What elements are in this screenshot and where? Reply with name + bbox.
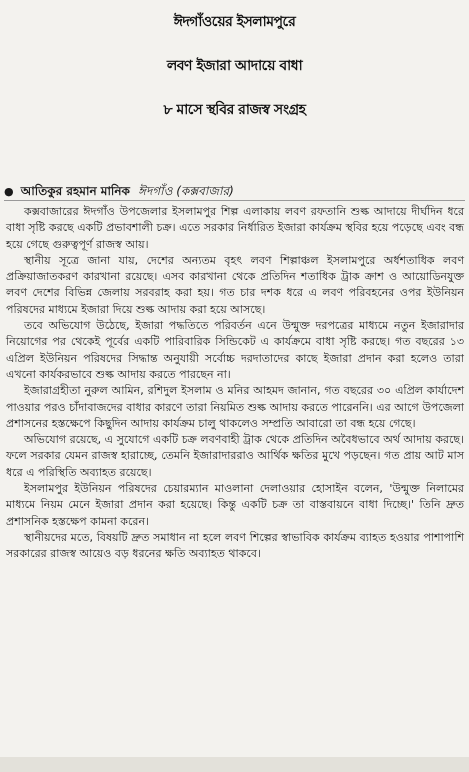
headline [0, 0, 469, 132]
paragraph-3: তবে অভিযোগ উঠেছে, ইজারা পদ্ধতিতে পরিবর্তন এনে উন্মুক্ত দরপত্রের মাধ্যমে নতুন ইজারাদার নিয়োগের পর থেকেই পূর্বের একটি পারিবারিক সিন্ডিকেট এ কার্যক্রমে বাধা সৃষ্টি করছে। গত বছরের ১৩ এপ্রিল ইউনিয়ন পরিষদের সিদ্ধান্ত অনুযায়ী সর্বোচ্চ দরদাতাদের কাছে ইজারা প্রদান করা হলেও তারা এখনো কার্যকরভাবে শুল্ক আদায় করতে পারছেন না। [6, 319, 464, 381]
byline [4, 183, 465, 200]
bullet-icon: ● [4, 185, 14, 198]
paragraph-2: স্থানীয় সূত্রে জানা যায়, দেশের অন্যতম বৃহৎ লবণ শিল্পাঞ্চল ইসলামপুরে অর্ধশতাধিক লবণ প্রক্রিয়াজাতকরণ কারখানা রয়েছে। এসব কারখানা থেকে প্রতিদিন শতাধিক ট্রাক ক্রাশ ও আয়োডিনযুক্ত লবণ দেশের বিভিন্ন জেলায় সরবরাহ করা হয়। গত চার দশক ধরে এ লবণ পরিবহনের ওপর ইউনিয়ন পরিষদের মাধ্যমে ইজারা দিয়ে শুল্ক আদায় করা হয়ে আসছে। [6, 253, 464, 316]
byline-divider [4, 200, 465, 201]
paragraph-1: কক্সবাজারের ঈদগাঁও উপজেলার ইসলামপুর শিল্প এলাকায় লবণ রফতানি শুল্ক আদায়ে দীর্ঘদিন ধরে বাধা সৃষ্টি করছে একটি প্রভাবশালী চক্র। এতে সরকার নির্ধারিত ইজারা কার্যক্রম স্থবির হয়ে পড়েছে এবং বন্ধ হয়ে গেছে গুরুত্বপূর্ণ রাজস্ব আয়। [6, 205, 464, 251]
headline-line-1: ঈদগাঁওয়ের ইসলামপুরে [173, 14, 296, 30]
paragraph-6: ইসলামপুর ইউনিয়ন পরিষদের চেয়ারম্যান মাওলানা দেলাওয়ার হোসাইন বলেন, 'উন্মুক্ত নিলামের মাধ্যমে নিয়ম মেনে ইজারা প্রদান করা হয়েছে। কিন্তু একটি চক্র তা বাস্তবায়নে বাধা দিচ্ছে।' তিনি দ্রুত প্রশাসনিক হস্তক্ষেপ কামনা করেন। [6, 482, 464, 528]
paragraph-7: স্থানীয়দের মতে, বিষয়টি দ্রুত সমাধান না হলে লবণ শিল্পের স্বাভাবিক কার্যক্রম ব্যাহত হওয়ার পাশাপাশি সরকারের রাজস্ব আয়েও বড় ধরনের ক্ষতি অব্যাহত থাকবে। [6, 530, 464, 561]
headline-line-3: ৮ মাসে স্থবির রাজস্ব সংগ্রহ [163, 102, 306, 118]
paragraph-4: ইজারাগ্রহীতা নুরুল আমিন, রশিদুল ইসলাম ও মনির আহমদ জানান, গত বছরের ৩০ এপ্রিল কার্যাদেশ পাওয়ার পরও চাঁদাবাজদের বাধার কারণে তারা নিয়মিত শুল্ক আদায় করতে পারেননি। এর আগে উপজেলা প্রশাসনের হস্তক্ষেপে কিছুদিন আদায় কার্যক্রম চালু থাকলেও সম্প্রতি আবারো তা বন্ধ হয়ে গেছে। [6, 384, 464, 430]
headline-line-2: লবণ ইজারা আদায়ে বাধা [166, 58, 303, 74]
author-name: আতিকুর রহমান মানিক [20, 184, 130, 198]
paragraph-5: অভিযোগ রয়েছে, এ সুযোগে একটি চক্র লবণবাহী ট্রাক থেকে প্রতিদিন অবৈধভাবে অর্থ আদায় করছে। ফলে সরকার যেমন রাজস্ব হারাচ্ছে, তেমনি ইজারাদাররাও আর্থিক ক্ষতির মুখে পড়ছেন। গত প্রায় আট মাস ধরে এ পরিস্থিতি অব্যাহত রয়েছে। [6, 433, 464, 479]
page-bottom-strip [0, 757, 469, 772]
dateline-location: ঈদগাঁও (কক্সবাজার) [138, 184, 234, 198]
article-body [6, 204, 464, 563]
